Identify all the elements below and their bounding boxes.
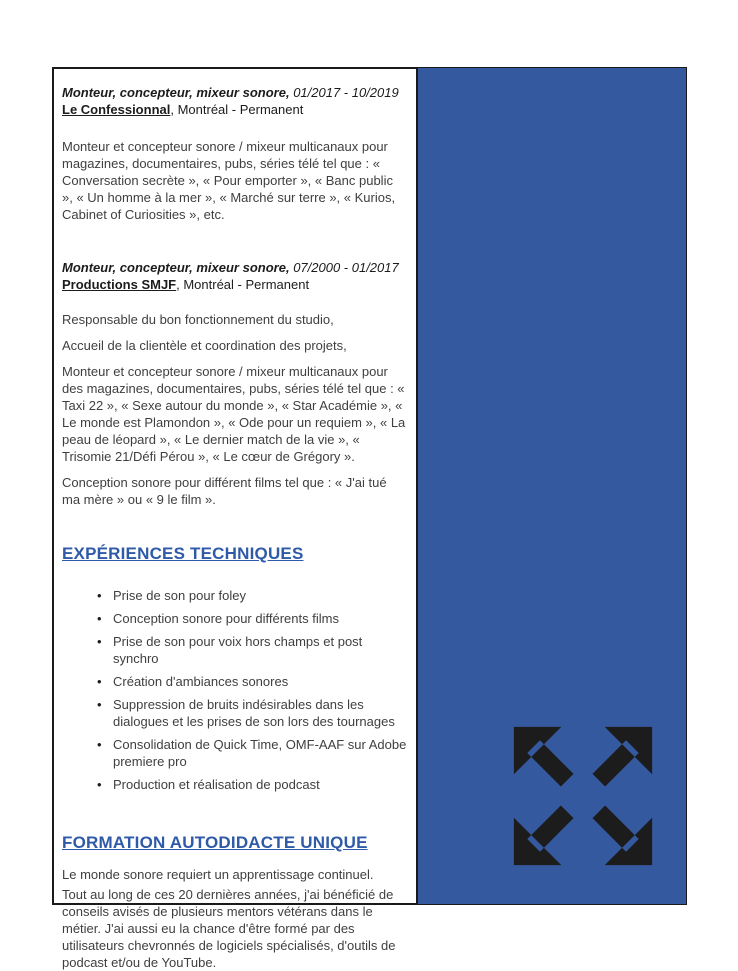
job-2-header — [62, 259, 407, 293]
technical-skills-list — [62, 587, 407, 793]
job-2-company: Productions SMJF — [62, 277, 177, 292]
job-2-paragraph-3: Monteur et concepteur sonore / mixeur multicanaux pour des magazines, documentaires, pubs, séries télé tel que : « Taxi 22 », « Sexe autour du monde », « Star Académie », « Le monde est Plamondon », « Ode pour un requiem », « La peau de léopard », « Le dernier match de la vie », « Trisomie 21/Défi Pérou », « Le cœur de Grégory ». — [62, 364, 406, 464]
job-1-location: , Montréal - Permanent — [170, 102, 304, 117]
job-1-dates: 01/2017 - 10/2019 — [293, 85, 399, 100]
formation-paragraph-2: Tout au long de ces 20 dernières années, j'ai bénéficié de conseils avisés de plusieurs mentors vétérans dans le métier. J'ai aussi eu la chance d'être formé par des utilisateurs chevronnés de logiciels spécialisés, d'outils de podcast et/ou de YouTube. — [62, 887, 396, 970]
skill-bullet-item: • Conception sonore pour différents films — [97, 610, 407, 627]
job-2-paragraph-1: Responsable du bon fonctionnement du studio, — [62, 312, 334, 327]
job-2-dates: 07/2000 - 01/2017 — [293, 260, 399, 275]
job-1-description: Monteur et concepteur sonore / mixeur multicanaux pour magazines, documentaires, pubs, séries télé tel que : « Conversation secrète », « Pour emporter », « Banc public », « Un homme à la mer », « Marché sur terre », « Kurios, Cabinet of Curiosities », etc. — [62, 139, 396, 222]
skill-bullet-item: • Production et réalisation de podcast — [97, 776, 407, 793]
skill-bullet-item: • Consolidation de Quick Time, OMF-AAF sur Adobe premiere pro — [97, 736, 407, 770]
skill-bullet-item: • Suppression de bruits indésirables dans les dialogues et les prises de son lors des tournages — [97, 696, 407, 730]
section-heading-technical-experience: EXPÉRIENCES TECHNIQUES — [62, 544, 304, 563]
skill-bullet-item: • Création d'ambiances sonores — [97, 673, 407, 690]
job-entry-2 — [62, 259, 407, 508]
expand-arrows-icon — [504, 716, 662, 876]
sidebar-panel — [417, 67, 687, 905]
job-1-title: Monteur, concepteur, mixeur sonore, — [62, 85, 290, 100]
job-2-paragraph-2: Accueil de la clientèle et coordination des projets, — [62, 338, 347, 353]
skill-bullet-item: • Prise de son pour voix hors champs et post synchro — [97, 633, 407, 667]
job-2-paragraph-4: Conception sonore pour différent films tel que : « J'ai tué ma mère » ou « 9 le film ». — [62, 475, 387, 507]
job-entry-1 — [62, 84, 407, 223]
skill-bullet-item: • Prise de son pour foley — [97, 587, 407, 604]
job-1-company: Le Confessionnal — [62, 102, 171, 117]
content-panel — [52, 67, 418, 970]
section-heading-self-education: FORMATION AUTODIDACTE UNIQUE — [62, 833, 368, 852]
job-2-location: , Montréal - Permanent — [176, 277, 310, 292]
formation-paragraph-1: Le monde sonore requiert un apprentissage continuel. — [62, 867, 374, 882]
job-2-title: Monteur, concepteur, mixeur sonore, — [62, 260, 290, 275]
job-1-header — [62, 84, 407, 118]
